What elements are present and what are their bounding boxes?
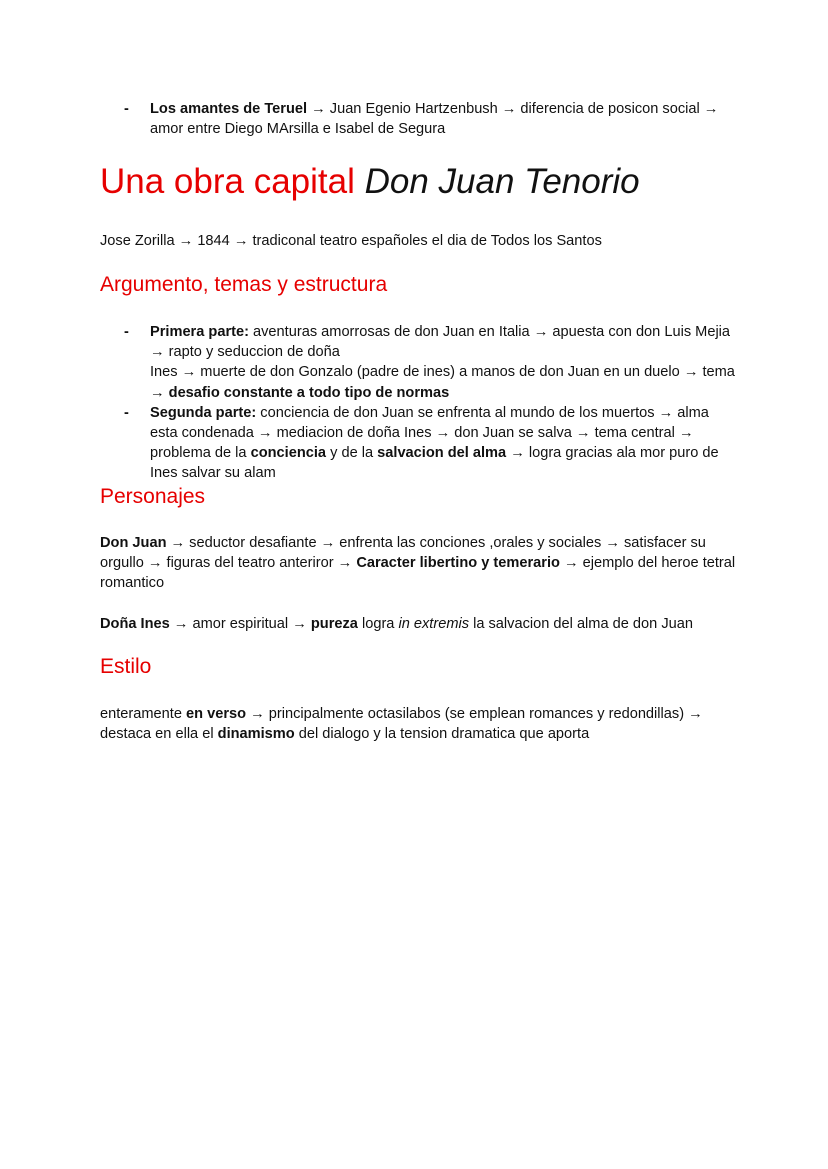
dona-ines-paragraph <box>100 614 740 634</box>
item-bold: salvacion del alma <box>377 445 507 462</box>
argumento-list <box>100 322 740 484</box>
work-description: → Juan Egenio Hartzenbush → diferencia de posicon social → amor entre Diego MArsilla e Isabel de Segura <box>150 101 719 138</box>
paragraph-bold: en verso <box>186 706 247 722</box>
item-bold: conciencia <box>250 445 327 462</box>
paragraph-bold: Caracter libertino y temerario <box>356 555 560 572</box>
section-heading-personajes: Personajes <box>100 485 206 508</box>
estilo-paragraph <box>100 704 740 744</box>
title-red: Una obra capital <box>100 162 365 201</box>
paragraph-text: enteramente <box>100 706 186 722</box>
section-heading-argumento: Argumento, temas y estructura <box>100 273 388 296</box>
list-item <box>100 99 740 139</box>
item-text: → logra gracias ala mor puro de Ines salvar su alam <box>150 445 719 482</box>
paragraph-text: → principalmente octasilabos (se emplean romances y redondillas) → destaca en ella el <box>100 706 703 743</box>
bullet-dash: - <box>124 324 129 340</box>
top-bullet-list <box>100 99 740 139</box>
paragraph-text: → amor espiritual → <box>169 616 311 632</box>
paragraph-text: la salvacion del alma de don Juan <box>469 616 693 632</box>
paragraph-italic: in extremis <box>398 616 470 632</box>
item-label: Primera parte: <box>150 324 249 340</box>
character-name: Don Juan <box>100 535 167 551</box>
list-item <box>100 403 740 484</box>
title-italic: Don Juan Tenorio <box>364 162 640 201</box>
item-label: Segunda parte: <box>150 404 257 421</box>
paragraph-text: del dialogo y la tension dramatica que aporta <box>294 726 590 743</box>
bullet-dash: - <box>124 101 129 117</box>
intro-paragraph: Jose Zorilla → 1844 → tradiconal teatro españoles el dia de Todos los Santos <box>100 233 602 249</box>
section-heading-estilo: Estilo <box>100 655 152 678</box>
item-text: Ines → muerte de don Gonzalo (padre de ines) a manos de don Juan en un duelo → tema → <box>150 364 735 401</box>
character-name: Doña Ines <box>100 616 170 632</box>
work-title: Los amantes de Teruel <box>150 101 308 117</box>
paragraph-text: → ejemplo del heroe tetral romantico <box>100 555 736 592</box>
don-juan-paragraph <box>100 533 740 594</box>
list-item <box>100 322 740 403</box>
page-title <box>100 158 640 206</box>
item-bold: desafio constante a todo tipo de normas <box>168 384 450 401</box>
paragraph-text: → seductor desafiante → enfrenta las conciones ,orales y sociales → satisfacer su orgullo → figuras del teatro anteriror → <box>100 535 706 572</box>
bullet-dash: - <box>124 404 129 421</box>
item-text: conciencia de don Juan se enfrenta al mundo de los muertos → alma esta condenada → mediacion de doña Ines → don Juan se salva → tema central → problema de la <box>150 404 709 462</box>
paragraph-text: logra <box>357 616 399 632</box>
paragraph-bold: dinamismo <box>217 726 295 743</box>
item-text: y de la <box>326 445 378 462</box>
paragraph-bold: pureza <box>310 616 358 632</box>
item-text: aventuras amorrosas de don Juan en Italia → apuesta con don Luis Mejia → rapto y seduccion de doña <box>150 324 731 361</box>
